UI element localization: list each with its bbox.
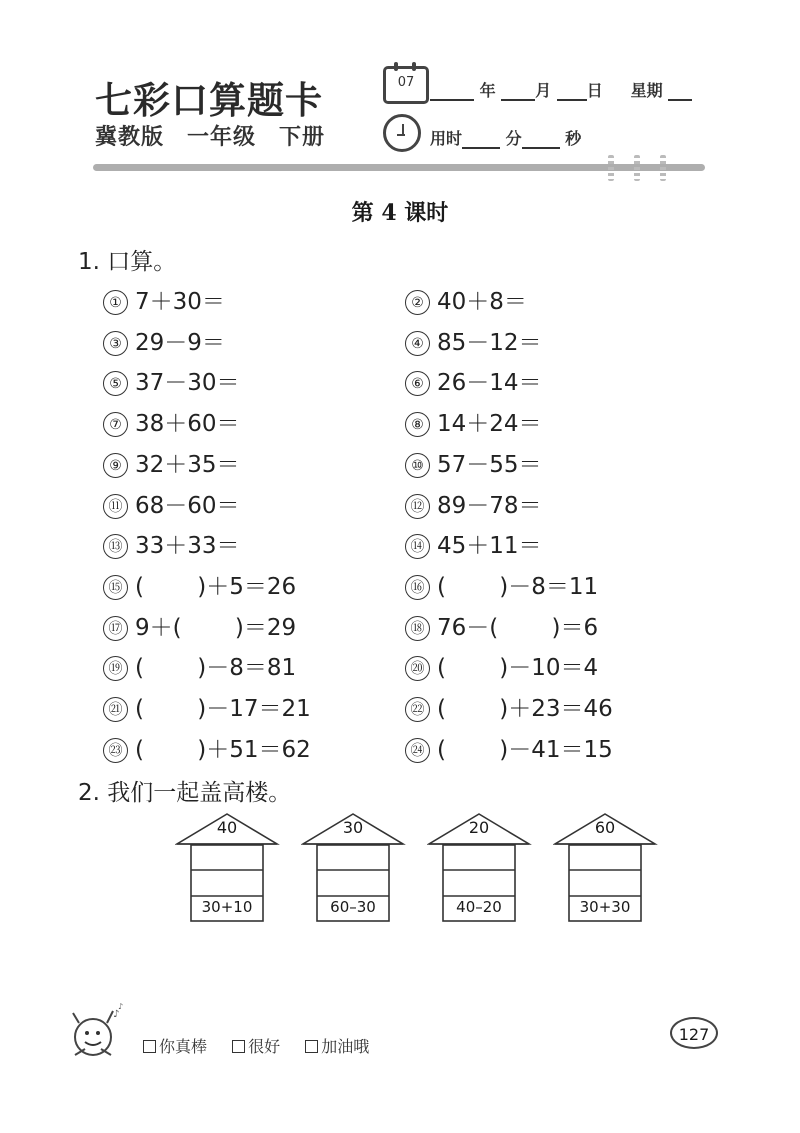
- problem-number: ⑥: [405, 371, 430, 396]
- problem-text: ( )－8＝81: [135, 655, 297, 682]
- problem-number: ④: [405, 331, 430, 356]
- rating-option[interactable]: 加油哦: [305, 1037, 369, 1056]
- problem-text: ( )－17＝21: [135, 696, 311, 722]
- problem-number: ⑭: [405, 534, 430, 559]
- house-base-expression: 60–30: [330, 898, 376, 916]
- divider-tick: [608, 155, 614, 181]
- problem-item: [103, 405, 240, 438]
- problem-text: 76－( )＝6: [437, 614, 599, 641]
- problem-item: [405, 405, 542, 438]
- checkbox-icon: [143, 1040, 156, 1053]
- problem-text: 40＋8＝: [437, 289, 527, 315]
- house-figure: [301, 812, 431, 922]
- problem-text: 45＋11＝: [437, 533, 542, 560]
- problem-item: [103, 283, 225, 316]
- house-roof-value: 30: [342, 818, 364, 837]
- house-figure: [427, 812, 557, 922]
- problem-number: ①: [103, 290, 128, 315]
- problem-item: [103, 568, 296, 601]
- problem-number: ㉓: [103, 738, 128, 763]
- house-roof-value: 20: [468, 818, 490, 837]
- problem-number: ⑫: [405, 494, 430, 519]
- lesson-title: 第 4 课时: [351, 200, 449, 226]
- problem-text: 68－60＝: [135, 492, 240, 519]
- problem-text: ( )＋5＝26: [135, 573, 297, 600]
- problem-item: [103, 690, 311, 723]
- problem-number: ⑲: [103, 656, 128, 681]
- problem-item: [103, 487, 240, 520]
- problem-text: ( )－41＝15: [437, 736, 613, 763]
- problem-item: [405, 364, 542, 397]
- problem-item: [405, 487, 542, 520]
- problem-text: 89－78＝: [437, 492, 542, 519]
- problem-number: ⑦: [103, 412, 128, 437]
- section2-title: 2. 我们一起盖高楼。: [78, 780, 292, 806]
- problem-item: [103, 446, 240, 479]
- problem-item: [405, 731, 613, 764]
- problem-number: ⑱: [405, 616, 430, 641]
- problem-item: [405, 609, 598, 642]
- problem-number: ⑩: [405, 453, 430, 478]
- problem-item: [405, 568, 598, 601]
- problem-number: ㉑: [103, 697, 128, 722]
- house-roof-value: 40: [216, 818, 238, 837]
- problem-item: [103, 364, 240, 397]
- problem-text: ( )＋51＝62: [135, 736, 311, 763]
- calendar-icon: [383, 66, 429, 104]
- house-base-expression: 30+30: [579, 898, 631, 916]
- problem-item: [405, 283, 527, 316]
- problem-number: ⑤: [103, 371, 128, 396]
- problem-text: ( )－10＝4: [437, 655, 599, 682]
- problem-text: 57－55＝: [437, 451, 542, 478]
- problem-text: 33＋33＝: [135, 533, 240, 560]
- problem-number: ⑧: [405, 412, 430, 437]
- svg-text:♪: ♪: [113, 1009, 120, 1020]
- problem-item: [405, 649, 598, 682]
- rating-options: [143, 1034, 389, 1057]
- problem-number: ⑬: [103, 534, 128, 559]
- page-number: 127: [670, 1017, 718, 1049]
- house-figure: [175, 812, 305, 922]
- house-base-expression: 30+10: [201, 898, 253, 916]
- problem-item: [103, 324, 225, 357]
- problem-item: [103, 731, 311, 764]
- house-figure: [553, 812, 683, 922]
- brand-title: 七彩口算题卡: [95, 79, 323, 122]
- calendar-day: 07: [397, 75, 415, 90]
- section1-title: 1. 口算。: [78, 249, 177, 275]
- problem-number: ⑪: [103, 494, 128, 519]
- problem-number: ⑳: [405, 656, 430, 681]
- problem-number: ⑰: [103, 616, 128, 641]
- rating-option[interactable]: 你真棒: [143, 1037, 207, 1056]
- problem-item: [405, 446, 542, 479]
- divider-tick: [660, 155, 666, 181]
- problem-item: [405, 324, 542, 357]
- problem-text: 7＋30＝: [135, 289, 225, 315]
- edition-label: 冀教版 一年级 下册: [95, 125, 326, 150]
- problem-text: 26－14＝: [437, 370, 542, 397]
- problem-number: ㉔: [405, 738, 430, 763]
- problem-text: 9＋( )＝29: [135, 614, 297, 641]
- problem-text: ( )－8＝11: [437, 573, 599, 600]
- problem-item: [405, 690, 613, 723]
- checkbox-icon: [232, 1040, 245, 1053]
- problem-item: [103, 609, 296, 642]
- house-base-expression: 40–20: [456, 898, 502, 916]
- rating-option[interactable]: 很好: [232, 1037, 280, 1056]
- time-fields: 用时 分 秒: [430, 129, 582, 148]
- problem-text: 14＋24＝: [437, 411, 542, 438]
- clock-icon: [383, 114, 421, 152]
- problem-number: ⑨: [103, 453, 128, 478]
- checkbox-icon: [305, 1040, 318, 1053]
- problem-text: 32＋35＝: [135, 451, 240, 478]
- problem-text: 37－30＝: [135, 370, 240, 397]
- mascot-icon: [65, 1003, 125, 1065]
- problem-number: ⑯: [405, 575, 430, 600]
- problem-item: [405, 527, 542, 560]
- problem-item: [103, 527, 240, 560]
- problem-text: 29－9＝: [135, 329, 225, 356]
- problem-number: ⑮: [103, 575, 128, 600]
- problem-number: ②: [405, 290, 430, 315]
- divider-tick: [634, 155, 640, 181]
- problem-item: [103, 649, 296, 682]
- problem-number: ㉒: [405, 697, 430, 722]
- problem-text: 38＋60＝: [135, 411, 240, 438]
- problem-text: ( )＋23＝46: [437, 696, 613, 722]
- problem-number: ③: [103, 331, 128, 356]
- problem-text: 85－12＝: [437, 329, 542, 356]
- svg-text:♪: ♪: [118, 1003, 124, 1011]
- date-fields: 年 月 日 星期: [430, 78, 692, 101]
- house-roof-value: 60: [594, 818, 616, 837]
